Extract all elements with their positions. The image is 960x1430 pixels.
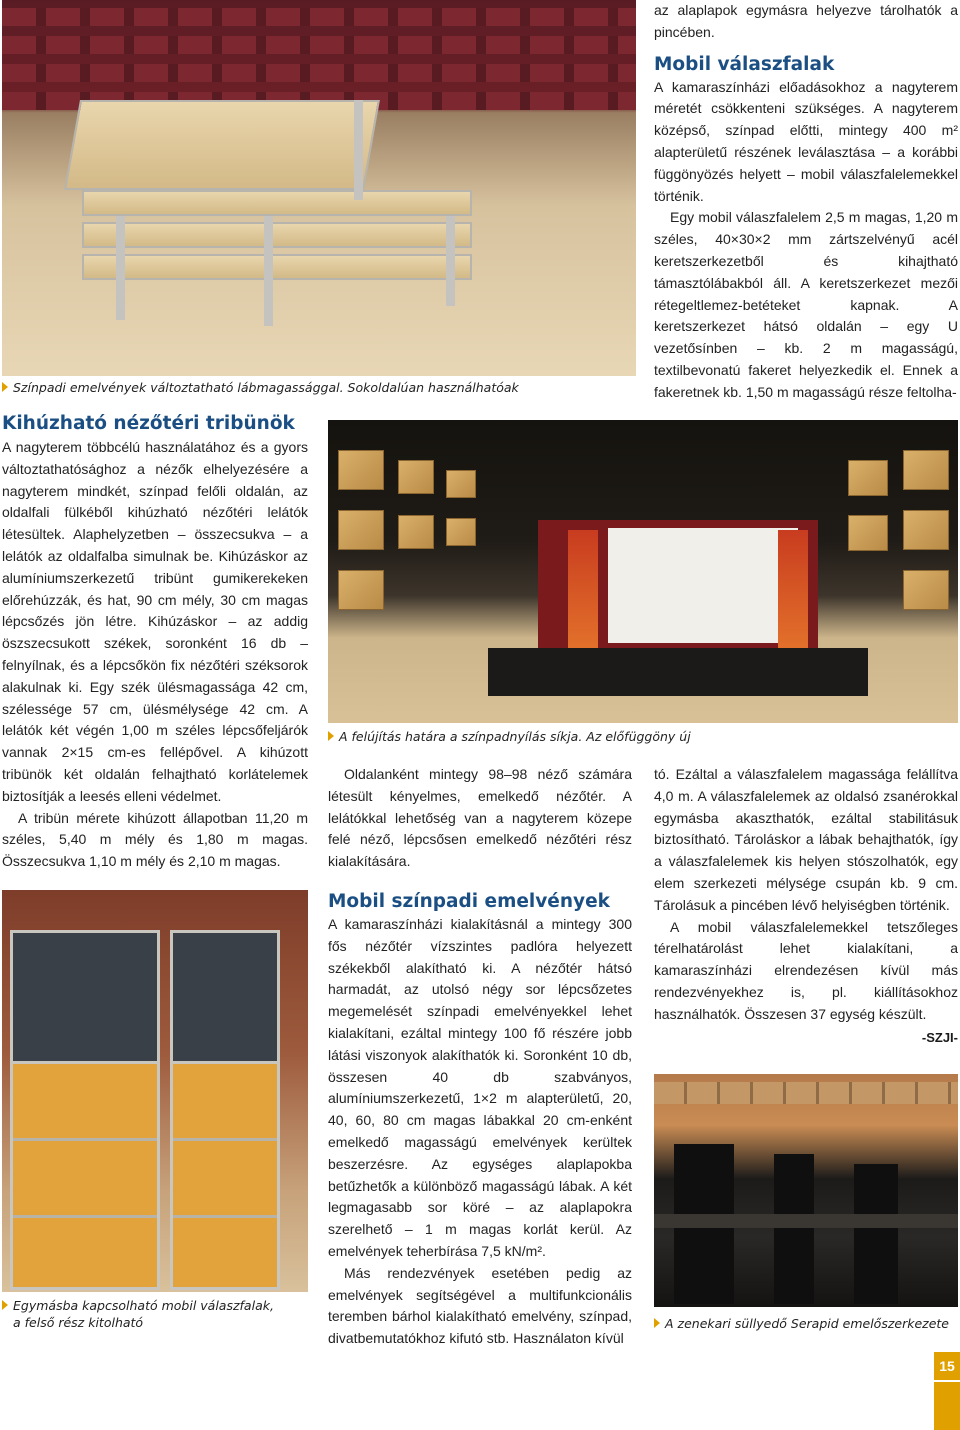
caption-partition: Egymásba kapcsolható mobil válaszfalak, a felső rész kitolható xyxy=(2,1297,302,1331)
page-tab-bar xyxy=(934,1382,960,1430)
right-column xyxy=(654,764,958,1026)
page-number: 15 xyxy=(934,1352,960,1380)
paragraph: Más rendezvények esetében pedig az emelvények segítségével a multifunkcionális teremben bárhol kialakítható emelvény, színpad, divatbemutatókhoz kifutó stb. Használaton kívül xyxy=(328,1264,632,1347)
triangle-right-icon xyxy=(654,1318,660,1328)
heading-mobile-platforms: Mobil színpadi emelvények xyxy=(328,890,610,912)
triangle-right-icon xyxy=(2,1300,8,1310)
triangle-right-icon xyxy=(2,382,8,392)
heading-pullout-tribunes: Kihúzható nézőtéri tribünök xyxy=(2,413,295,434)
caption-stage: A felújítás határa a színpadnyílás síkja. Az előfüggöny új xyxy=(328,728,748,745)
photo-mobile-partition xyxy=(2,890,308,1292)
paragraph: A nagyterem többcélú használatához és a gyors változtathatósághoz a nézők elhelyezésére a nagyterem mindkét, színpad felőli oldalán, az oldalfali fülkéből kihúzható nézőtéri lelátók létesültek. Alaphelyzetben – összecsukva – a lelátók az oldalfalba simulnak be. Kihúzáskor az alumíniumszerkezetű tribünt gumikerekeken előrehúzzák, és hat, 90 cm mély, 30 cm magas lépcsőzés jön létre. Kihúzáskor – az addig öszszecsukott székek, soronként 16 db – felnyílnak, és a lépcsőkön fix nézőtéri széksorok alakulnak ki. Egy szék ülésmagassága 42 cm, szélessége 57 cm, ülésmélysége 42 cm. A lelátók két végén 1,00 m széles lépcsőfeljárók vannak 2×15 cm-es fellépővel. A kihúzott tribünök két oldalán felhajtható korlátelemek biztosítják a leesés elleni védelmet. xyxy=(2,439,308,804)
paragraph: Oldalanként mintegy 98–98 néző számára létesült kényelmes, emelkedő nézőtér. A lelátókkal lehetőség van a nagyterem közepe felé néző, lépcsősen emelkedő nézőtéri rész kialakítására. xyxy=(328,766,632,870)
photo-stacked-platforms xyxy=(2,0,636,376)
caption-platforms: Színpadi emelvények változtatható lábmagassággal. Sokoldalúan használhatóak xyxy=(2,379,642,396)
triangle-right-icon xyxy=(328,731,334,741)
paragraph: A kamaraszínházi kialakításnál a mintegy 300 fős nézőtér vízszintes padlóra helyezett székekből alakítható ki. A nézőtér hátsó harmadát, az utolsó négy sor lépcsőzetes megemelését színpadi emelvényekkel lehet kialakítani, ezáltal mintegy 100 fő részére jobb látási viszonyok alakíthatók ki. Soronként 10 db, összesen 40 db szabványos, alumíniumszerkezetű, 1×2 m alapterületű, 20, 40, 60, 80 cm magas lábakkal 20 cm-enként emelkedő magasságú emelvények kerültek beszerzésre. Az egységes alaplapokba betűzhetők a különböző magasságú lábak. A két legmagasabb sor köré – az alaplapokra szerelhető – 1 m magas korlát kerül. Az emelvények teherbírása 7,5 kN/m². xyxy=(328,915,632,1259)
continuation-text: az alaplapok egymásra helyezve tárolhatók a pincében. xyxy=(654,2,958,40)
paragraph: Egy mobil válaszfalelem 2,5 m magas, 1,20 m széles, 40×30×2 mm zártszelvényű acél keretszerkezetből és kihajtható támasztólábakból áll. A keretszerkezet mezői rétegeltlemez-betéteket kapnak. A keretszerkezet hátsó oldalán – egy U vezetősínben – kb. 2 m magasságú, textilbevonatú fakeret helyezkedik el. Ennek a fakeretnek kb. 1,50 m magasságú része feltolha- xyxy=(654,209,958,400)
paragraph: A mobil válaszfalelemekkel tetszőleges térelhatárolást lehet kialakítani, a kamaraszínházi elrendezésen kívül más rendezvényekhez is, pl. kiállításokhoz használhatók. Összesen 37 egység készült. xyxy=(654,918,958,1022)
middle-column xyxy=(328,764,632,1350)
left-column xyxy=(2,412,308,873)
photo-auditorium-stage xyxy=(328,420,958,723)
paragraph: A tribün mérete kihúzott állapotban 11,20 m széles, 5,40 m mély és 1,80 m magas. Összecsukva 1,10 m mély és 2,10 m magas. xyxy=(2,809,308,870)
caption-pit-lift: A zenekari süllyedő Serapid emelőszerkezete xyxy=(654,1315,958,1332)
heading-mobile-partitions: Mobil válaszfalak xyxy=(654,53,835,75)
paragraph: A kamaraszínházi előadásokhoz a nagyterem méretét csökkenteni szükséges. A nagyterem középső, színpad előtti, mintegy 400 m² alapterületű részének leválasztása – a korábbi függönyözés helyett – mobil válaszfalelemekkel történik. xyxy=(654,78,958,204)
photo-orchestra-pit-lift xyxy=(654,1074,958,1307)
paragraph: tó. Ezáltal a válaszfalelem magassága felállítva 4,0 m. A válaszfalelemek az oldalsó zsanérokkal egymásba akaszthatók, ezáltal stabilitásuk biztosítható. Tároláskor a lábak behajthatók, így a válaszfalelemek kis helyen stószolhatók, egy elem szerkezeti mélysége csupán kb. 9 cm. Tárolásuk a pincében lévő helyiségben történik. xyxy=(654,766,958,913)
top-right-column xyxy=(654,0,958,404)
author-signature: -SZJI- xyxy=(921,1030,958,1045)
